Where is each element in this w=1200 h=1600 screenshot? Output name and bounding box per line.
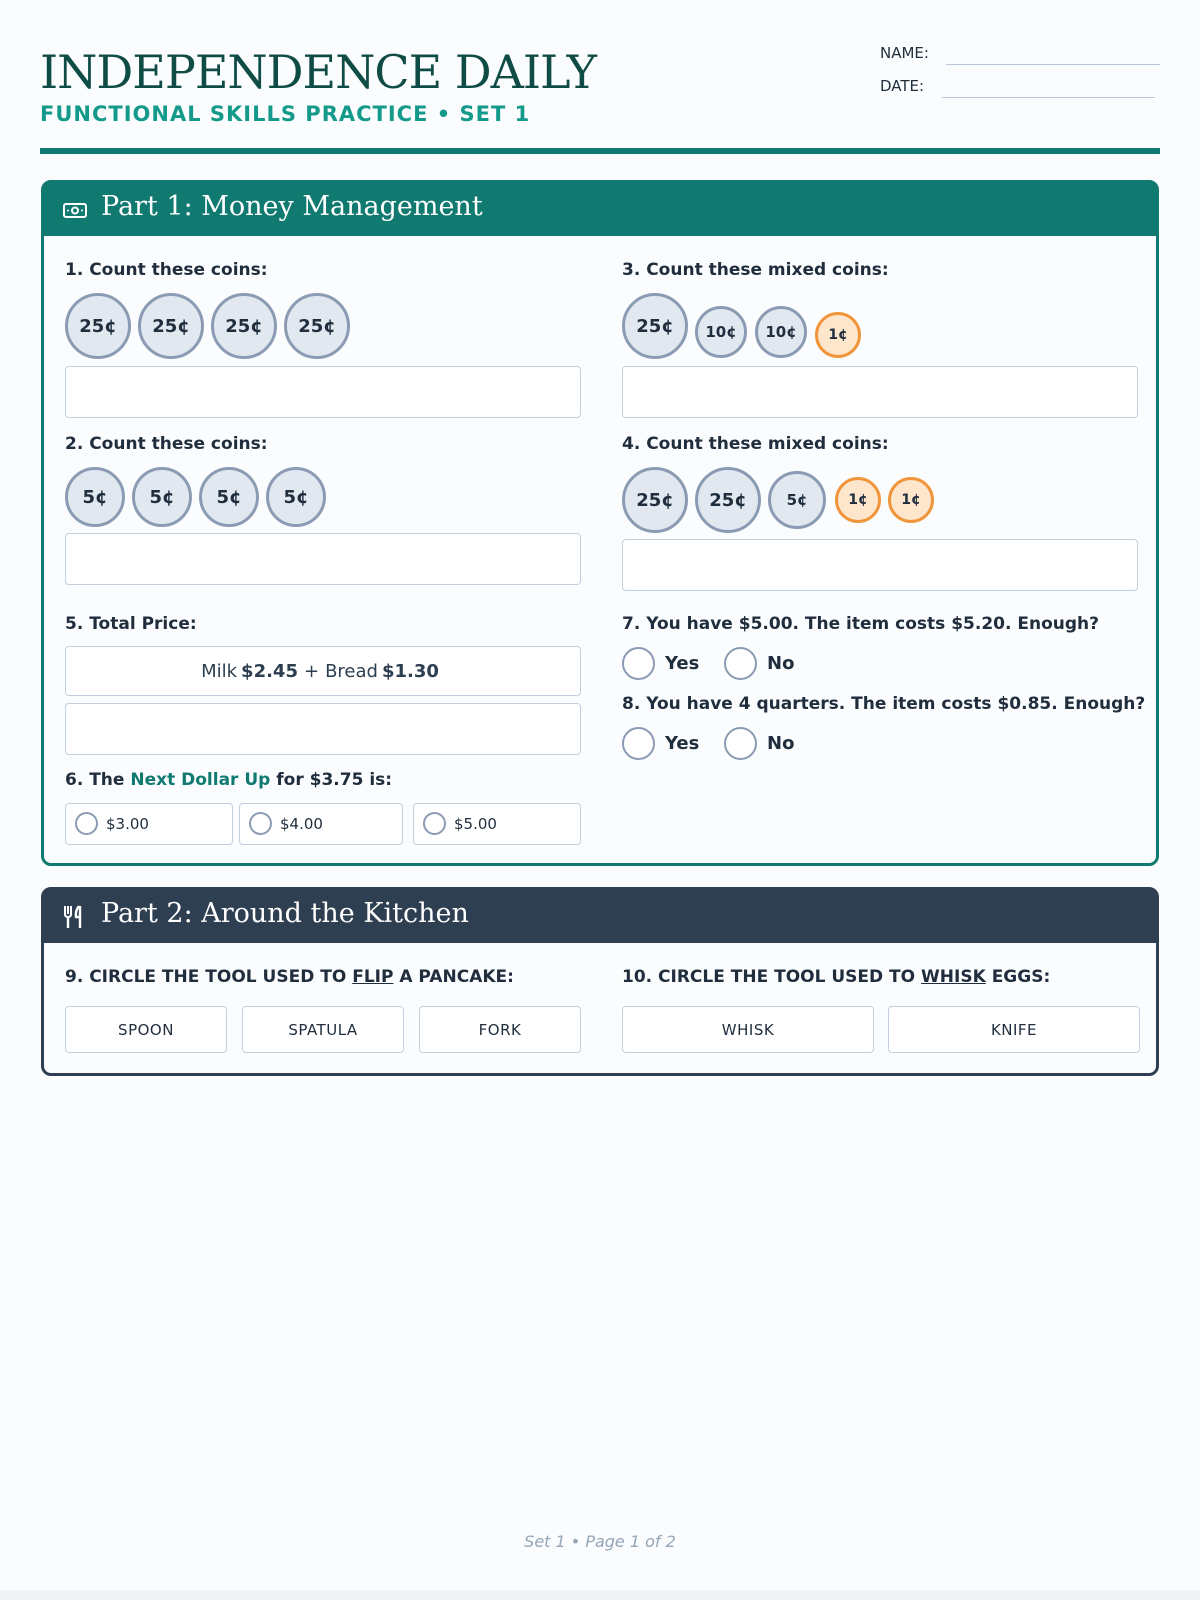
plus-sign: +: [303, 660, 320, 682]
coin-nickel: 5¢: [132, 467, 192, 527]
coin-quarter: 25¢: [138, 293, 204, 359]
q9-prompt: [65, 967, 514, 987]
q1-answer-box[interactable]: [65, 366, 581, 418]
part1-section: [41, 180, 1159, 866]
worksheet-title: INDEPENDENCE DAILY: [40, 45, 597, 99]
tool-option-fork[interactable]: FORK: [419, 1006, 581, 1053]
q9-suffix: A PANCAKE:: [399, 967, 514, 987]
coin-penny: 1¢: [835, 477, 881, 523]
date-line[interactable]: [942, 97, 1155, 98]
coin-penny: 1¢: [888, 477, 934, 523]
price-milk: $2.45: [241, 660, 298, 682]
tool-option-whisk[interactable]: WHISK: [622, 1006, 874, 1053]
coin-quarter: 25¢: [284, 293, 350, 359]
q7-prompt: 7. You have $5.00. The item costs $5.20. Enough?: [622, 614, 1099, 634]
q2-answer-box[interactable]: [65, 533, 581, 585]
radio-button[interactable]: [724, 647, 757, 680]
q6-prefix: 6. The: [65, 770, 125, 790]
coin-nickel: 5¢: [65, 467, 125, 527]
coin-dime: 10¢: [695, 306, 747, 358]
tool-option-spoon[interactable]: SPOON: [65, 1006, 227, 1053]
coin-quarter: 25¢: [65, 293, 131, 359]
option-label: $5.00: [454, 815, 497, 833]
coin-quarter: 25¢: [211, 293, 277, 359]
name-field[interactable]: [880, 44, 1160, 72]
q5-answer-box[interactable]: [65, 703, 581, 755]
price-bread: $1.30: [381, 660, 439, 682]
tool-option-spatula[interactable]: SPATULA: [242, 1006, 404, 1053]
item-milk: Milk: [201, 660, 238, 682]
radio-button[interactable]: [75, 812, 98, 835]
option-label: $3.00: [106, 815, 149, 833]
date-field[interactable]: [880, 77, 1160, 105]
q2-prompt: 2. Count these coins:: [65, 434, 268, 454]
q9-verb: FLIP: [352, 967, 394, 987]
item-bread: Bread: [325, 660, 378, 682]
coin-quarter: 25¢: [622, 467, 688, 533]
q3-prompt: 3. Count these mixed coins:: [622, 260, 889, 280]
q10-verb: WHISK: [921, 967, 986, 987]
q6-option-3[interactable]: [65, 803, 233, 845]
q8-prompt: 8. You have 4 quarters. The item costs $0.85. Enough?: [622, 694, 1146, 714]
yes-label: Yes: [665, 733, 700, 754]
q5-prompt: 5. Total Price:: [65, 614, 197, 634]
part2-section: [41, 887, 1159, 1076]
q6-option-4[interactable]: [239, 803, 403, 845]
name-label: NAME:: [880, 44, 929, 62]
yes-label: Yes: [665, 653, 700, 674]
coin-quarter: 25¢: [622, 293, 688, 359]
coin-quarter: 25¢: [695, 467, 761, 533]
coin-nickel: 5¢: [266, 467, 326, 527]
radio-button[interactable]: [622, 647, 655, 680]
part1-title: Part 1: Money Management: [101, 191, 483, 222]
q6-option-5[interactable]: [413, 803, 581, 845]
date-label: DATE:: [880, 77, 925, 95]
radio-button[interactable]: [423, 812, 446, 835]
money-icon: [62, 197, 88, 223]
part2-header: [44, 890, 1156, 943]
option-label: $4.00: [280, 815, 323, 833]
radio-button[interactable]: [724, 727, 757, 760]
worksheet-subtitle: FUNCTIONAL SKILLS PRACTICE • SET 1: [40, 102, 531, 126]
coin-penny: 1¢: [815, 312, 861, 358]
q9-prefix: 9. CIRCLE THE TOOL USED TO: [65, 967, 347, 987]
coin-dime: 10¢: [755, 306, 807, 358]
part1-header: [44, 183, 1156, 236]
q4-prompt: 4. Count these mixed coins:: [622, 434, 889, 454]
utensils-icon: [62, 904, 88, 930]
no-label: No: [767, 733, 795, 754]
q6-suffix: for $3.75 is:: [276, 770, 393, 790]
price-display: [65, 646, 581, 696]
radio-button[interactable]: [622, 727, 655, 760]
part2-title: Part 2: Around the Kitchen: [101, 898, 469, 929]
coin-nickel: 5¢: [768, 471, 826, 529]
q10-prefix: 10. CIRCLE THE TOOL USED TO: [622, 967, 916, 987]
q3-answer-box[interactable]: [622, 366, 1138, 418]
q1-prompt: 1. Count these coins:: [65, 260, 268, 280]
header-divider: [40, 148, 1160, 154]
q6-highlight: Next Dollar Up: [130, 770, 271, 790]
coin-nickel: 5¢: [199, 467, 259, 527]
page-footer: Set 1 • Page 1 of 2: [524, 1532, 676, 1551]
name-line[interactable]: [946, 64, 1160, 65]
q4-answer-box[interactable]: [622, 539, 1138, 591]
worksheet-header: [40, 44, 1160, 154]
q10-suffix: EGGS:: [991, 967, 1051, 987]
no-label: No: [767, 653, 795, 674]
tool-option-knife[interactable]: KNIFE: [888, 1006, 1140, 1053]
bottom-strip: [0, 1590, 1200, 1600]
q10-prompt: [622, 967, 1050, 987]
radio-button[interactable]: [249, 812, 272, 835]
q6-prompt: [65, 770, 392, 790]
